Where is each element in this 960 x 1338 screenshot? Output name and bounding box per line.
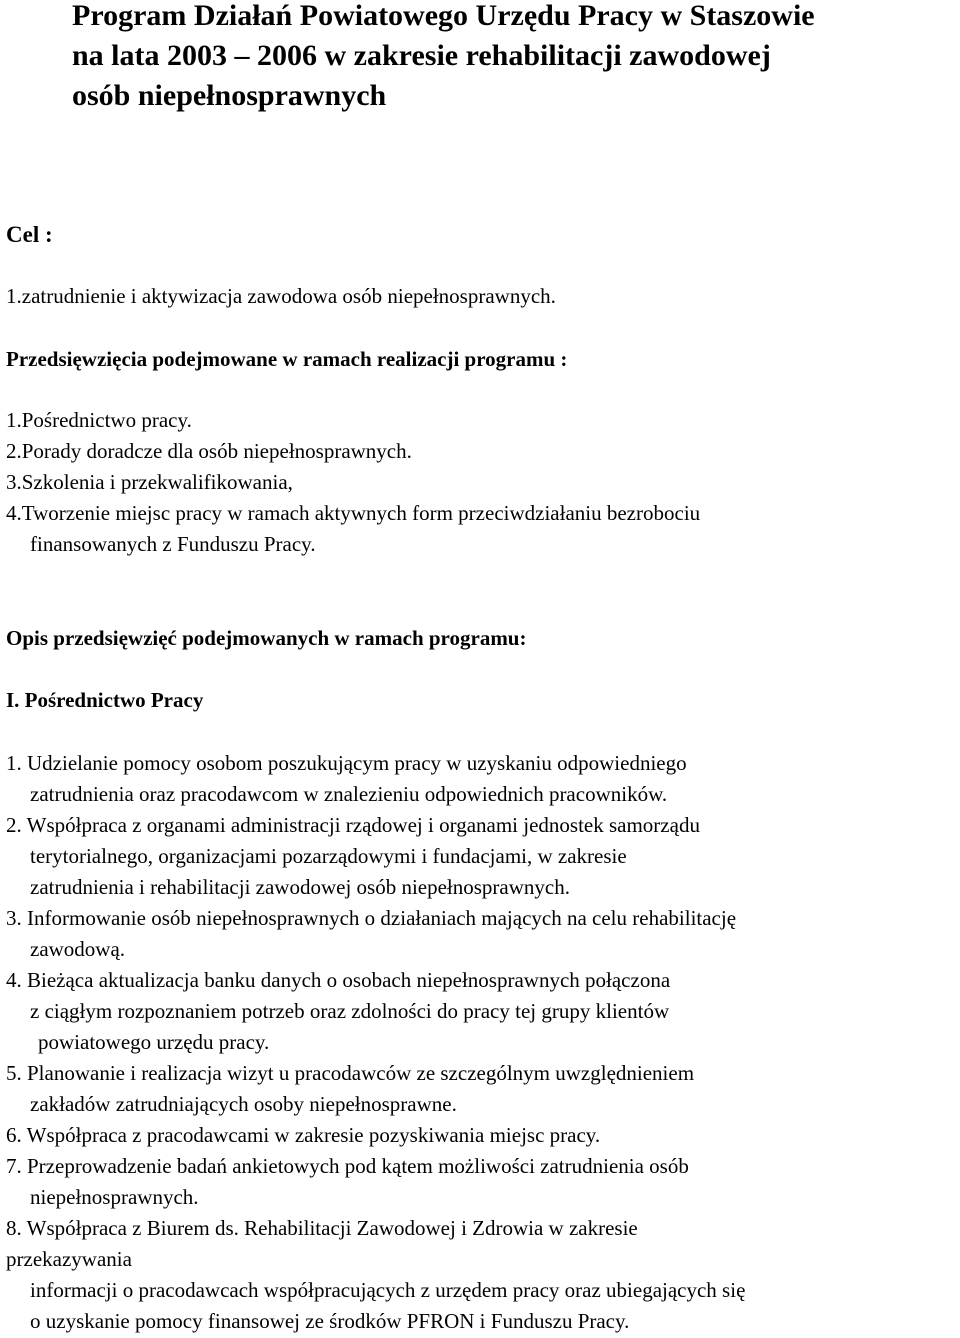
cel-item-1: 1.zatrudnienie i aktywizacja zawodowa osób niepełnosprawnych. — [6, 284, 556, 308]
opis-line-2: zatrudnienia oraz pracodawcom w znalezieniu odpowiednich pracowników. — [30, 782, 668, 806]
opis-line-19: o uzyskanie pomocy finansowej ze środków PFRON i Funduszu Pracy. — [30, 1309, 630, 1333]
przedsiewziecie-item-1: 1.Pośrednictwo pracy. — [6, 408, 192, 432]
opis-line-1: 1. Udzielanie pomocy osobom poszukującym pracy w uzyskaniu odpowiedniego — [6, 751, 687, 775]
title-line-3: osób niepełnosprawnych — [72, 79, 387, 112]
title-line-2: na lata 2003 – 2006 w zakresie rehabilitacji zawodowej — [72, 39, 771, 72]
opis-line-17: przekazywania — [6, 1247, 132, 1271]
przedsiewziecie-item-2: 2.Porady doradcze dla osób niepełnosprawnych. — [6, 439, 412, 463]
opis-line-7: zawodową. — [30, 937, 126, 961]
opis-line-16: 8. Współpraca z Biurem ds. Rehabilitacji Zawodowej i Zdrowia w zakresie — [6, 1216, 638, 1240]
title-line-1: Program Działań Powiatowego Urzędu Pracy w Staszowie — [72, 0, 815, 32]
document-title — [72, 0, 952, 116]
opis-line-14: 7. Przeprowadzenie badań ankietowych pod kątem możliwości zatrudnienia osób — [6, 1154, 689, 1178]
opis-line-5: zatrudnienia i rehabilitacji zawodowej osób niepełnosprawnych. — [30, 875, 570, 899]
opis-line-4: terytorialnego, organizacjami pozarządowymi i fundacjami, w zakresie — [30, 844, 627, 868]
opis-line-18: informacji o pracodawcach współpracujących z urzędem pracy oraz ubiegających się — [30, 1278, 746, 1302]
opis-line-8: 4. Bieżąca aktualizacja banku danych o osobach niepełnosprawnych połączona — [6, 968, 671, 992]
przedsiewziecie-item-4: 4.Tworzenie miejsc pracy w ramach aktywnych form przeciwdziałaniu bezrobociu — [6, 501, 701, 525]
opis-line-12: zakładów zatrudniających osoby niepełnosprawne. — [30, 1092, 457, 1116]
opis-line-9: z ciągłym rozpoznaniem potrzeb oraz zdolności do pracy tej grupy klientów — [30, 999, 670, 1023]
przedsiewziecie-item-3: 3.Szkolenia i przekwalifikowania, — [6, 470, 293, 494]
przedsiewziecia-heading: Przedsięwzięcia podejmowane w ramach realizacji programu : — [6, 347, 568, 371]
opis-line-10: powiatowego urzędu pracy. — [38, 1030, 270, 1054]
opis-heading: Opis przedsięwzięć podejmowanych w ramach programu: — [6, 626, 527, 650]
section-posrednictwo-pracy: I. Pośrednictwo Pracy — [6, 688, 204, 712]
opis-line-3: 2. Współpraca z organami administracji rządowej i organami jednostek samorządu — [6, 813, 700, 837]
przedsiewziecie-item-4-continuation: finansowanych z Funduszu Pracy. — [30, 532, 316, 556]
opis-line-13: 6. Współpraca z pracodawcami w zakresie pozyskiwania miejsc pracy. — [6, 1123, 601, 1147]
opis-line-15: niepełnosprawnych. — [30, 1185, 199, 1209]
cel-label: Cel : — [6, 222, 53, 247]
opis-line-6: 3. Informowanie osób niepełnosprawnych o działaniach mających na celu rehabilitację — [6, 906, 737, 930]
opis-line-11: 5. Planowanie i realizacja wizyt u pracodawców ze szczególnym uwzględnieniem — [6, 1061, 695, 1085]
